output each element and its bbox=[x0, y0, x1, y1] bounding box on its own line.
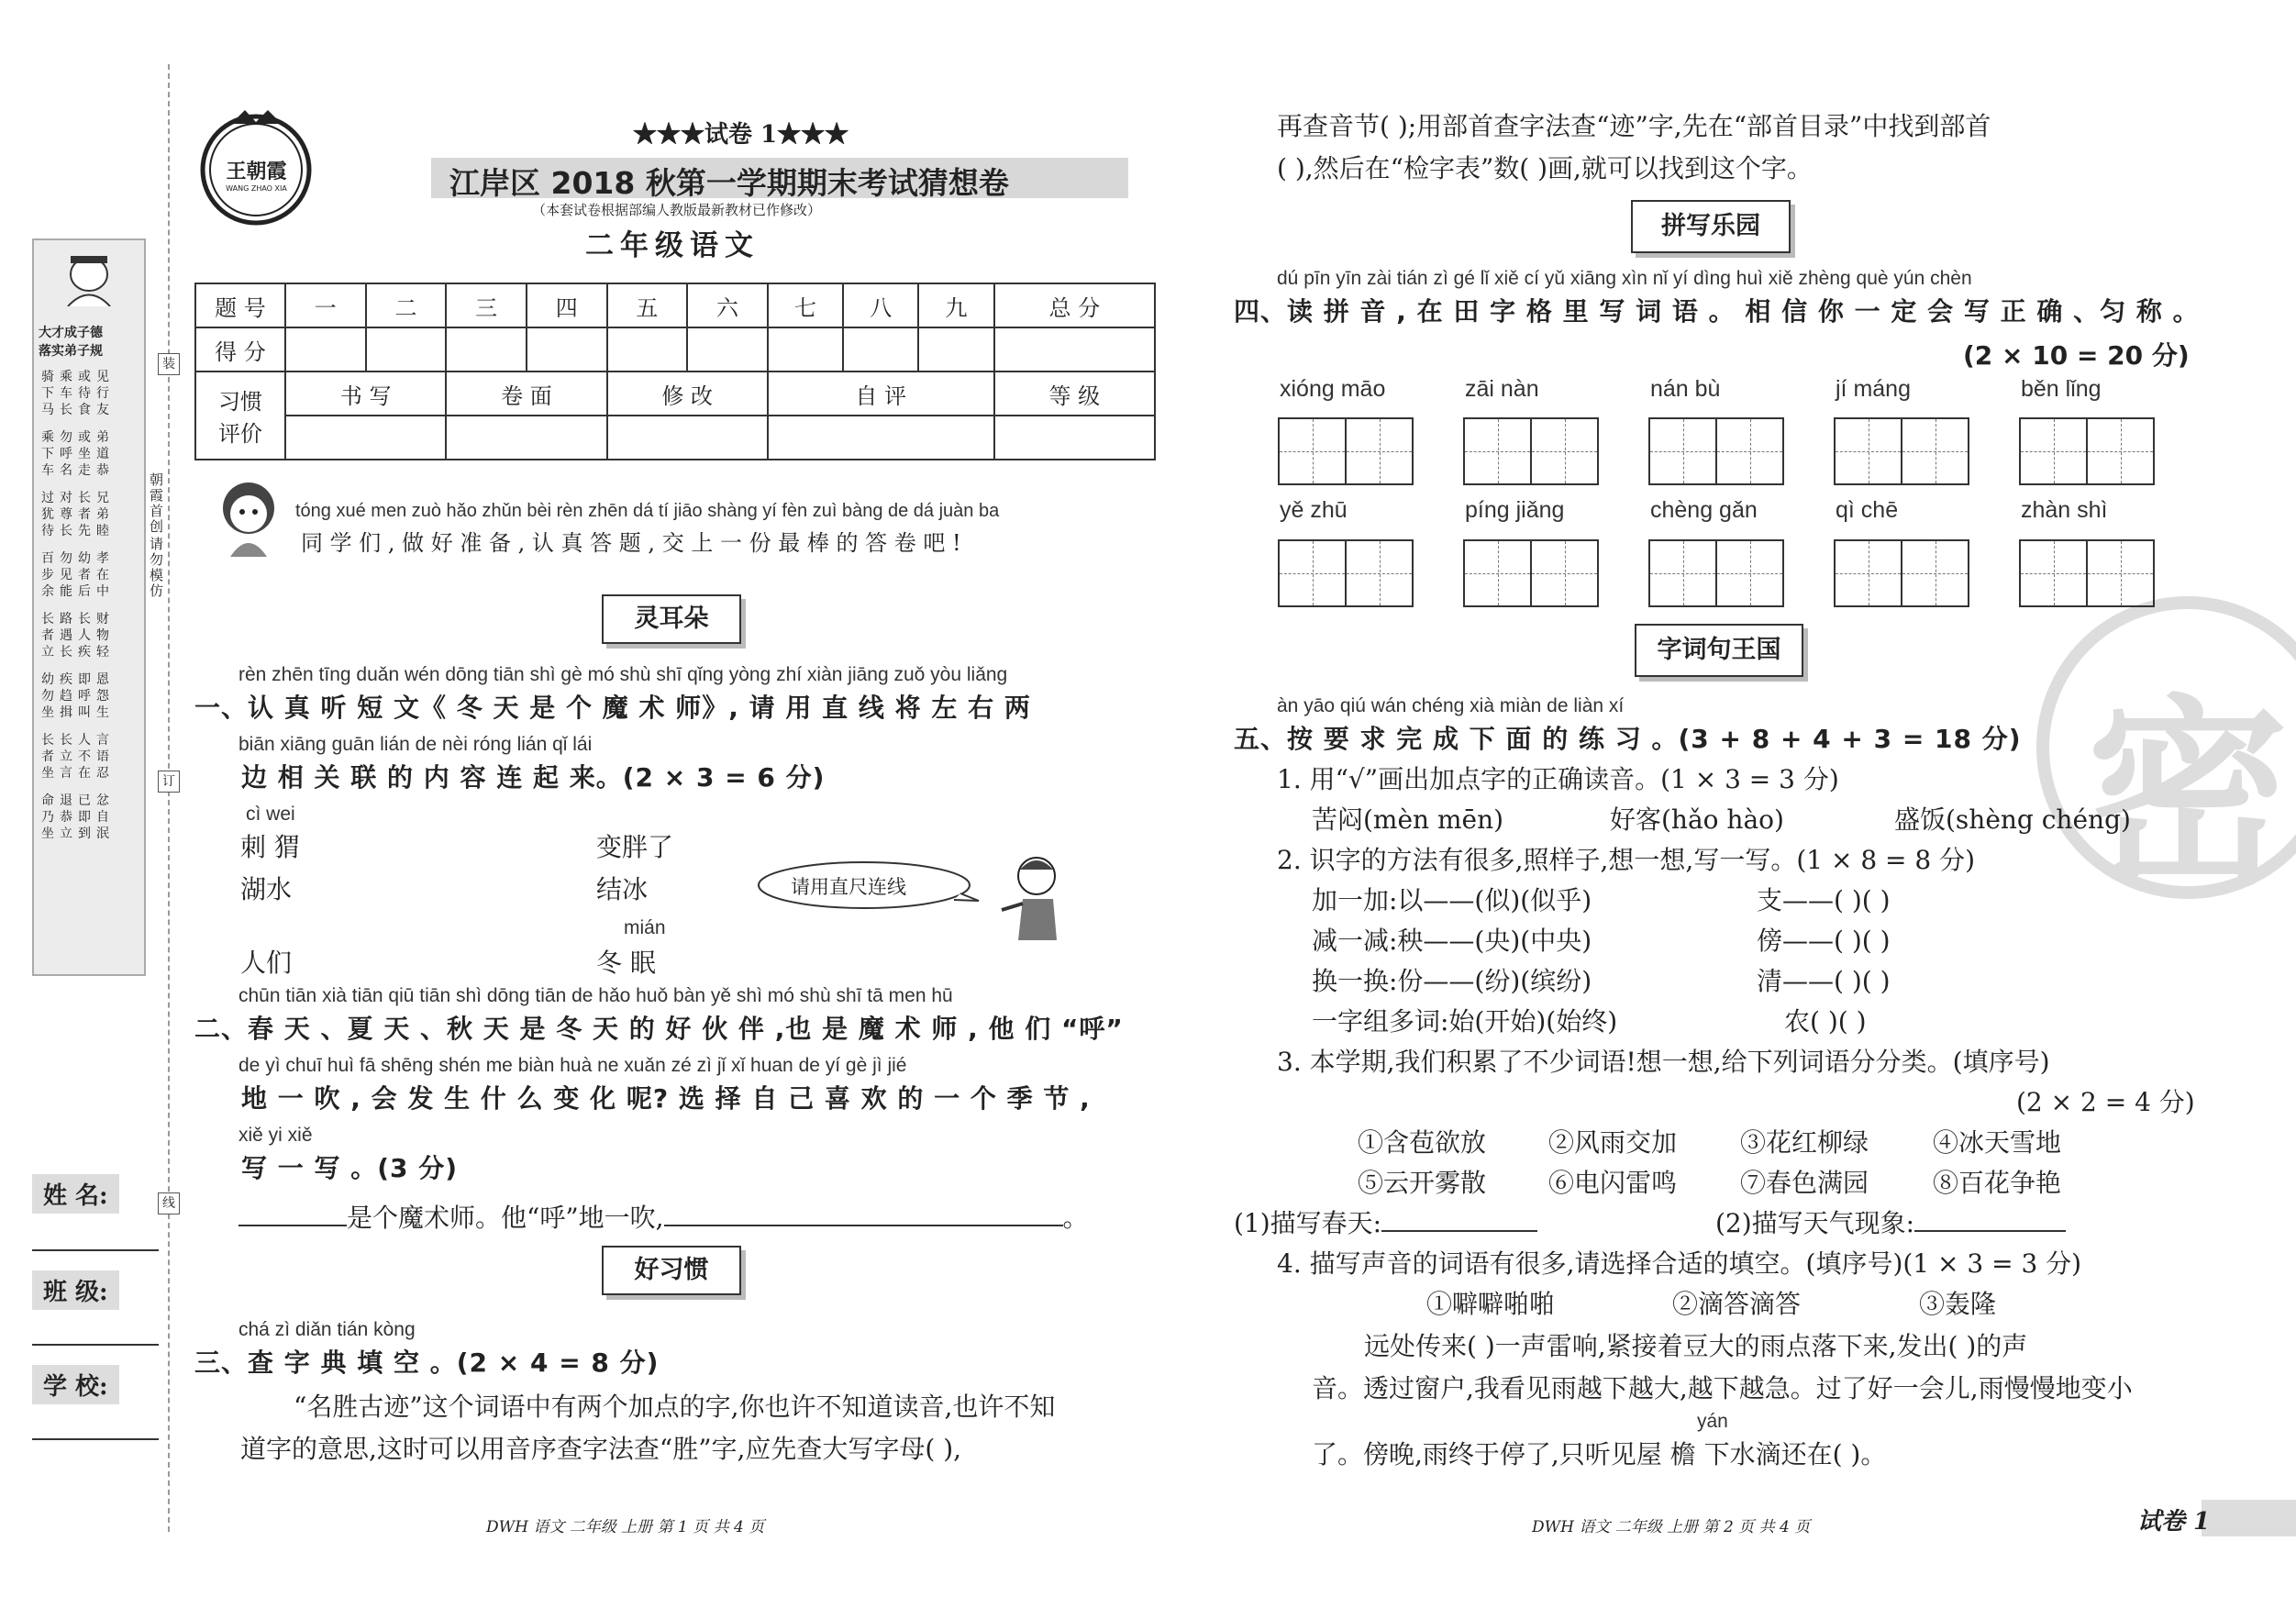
grid-cell[interactable] bbox=[1717, 419, 1782, 483]
word-option: ⑤云开雾散 bbox=[1358, 1168, 1487, 1198]
q2-title-2: 地 一 吹 , 会 发 生 什 么 变 化 呢? 选 择 自 己 喜 欢 的 一 个 季 节 , bbox=[241, 1083, 1091, 1114]
match-left-item[interactable]: 人们 bbox=[240, 948, 293, 978]
footer-band bbox=[2202, 1500, 2296, 1536]
watermark-char: 密 bbox=[2087, 678, 2290, 913]
word-option: ⑦春色满园 bbox=[1740, 1168, 1869, 1198]
verse-line: 下车待行 bbox=[41, 386, 115, 401]
q3-title: 三、查 字 典 填 空 。(2 × 4 = 8 分) bbox=[194, 1347, 660, 1378]
method-blank[interactable]: 清——( )( ) bbox=[1757, 966, 1891, 996]
name-label: 姓 名: bbox=[32, 1174, 119, 1214]
score-table bbox=[194, 283, 1156, 460]
word-pinyin: chèng gǎn bbox=[1650, 497, 1758, 523]
brand-name: 王朝霞 bbox=[226, 160, 287, 183]
passage-line: 音。透过窗户,我看见雨越下越大,越下越急。过了好一会儿,雨慢慢地变小 bbox=[1312, 1373, 2133, 1403]
verse-line: 乃恭即自 bbox=[41, 810, 115, 825]
grid-cell[interactable] bbox=[2021, 541, 2088, 605]
motto-line-1: 大才成子德 bbox=[39, 326, 103, 340]
habit-col: 书 写 bbox=[285, 372, 446, 416]
q5-title: 五、按 要 求 完 成 下 面 的 练 习 。(3 + 8 + 4 + 3 = 18 分) bbox=[1234, 724, 2022, 754]
footer-left: DWH 语文 二年级 上册 第 1 页 共 4 页 bbox=[486, 1518, 765, 1536]
habit-col: 自 评 bbox=[768, 372, 994, 416]
girl-mascot bbox=[216, 479, 281, 557]
q2-pinyin-3: xiě yi xiě bbox=[238, 1125, 313, 1146]
binding-note: 朝霞首创 bbox=[150, 471, 164, 535]
word-option: ①含苞欲放 bbox=[1358, 1127, 1487, 1158]
sound-option: ②滴答滴答 bbox=[1672, 1289, 1802, 1319]
q5-sub1: 1. 用“√”画出加点字的正确读音。(1 × 3 = 3 分) bbox=[1277, 764, 1839, 794]
brand-logo bbox=[194, 105, 318, 229]
verse-line: 者遇人物 bbox=[41, 628, 115, 643]
grid-cell[interactable] bbox=[2021, 419, 2088, 483]
section-label: 好习惯 bbox=[602, 1246, 741, 1295]
word-pinyin: zhàn shì bbox=[2021, 497, 2108, 523]
seal-mark: 线 bbox=[158, 1192, 180, 1214]
verse-line: 长路长财 bbox=[41, 612, 115, 627]
tianzige-grid[interactable] bbox=[1278, 539, 1414, 607]
grid-cell[interactable] bbox=[1347, 419, 1412, 483]
tianzige-grid[interactable] bbox=[1834, 539, 1969, 607]
score-cell[interactable] bbox=[843, 327, 918, 372]
match-left-item[interactable]: 湖水 bbox=[240, 874, 293, 904]
grid-cell[interactable] bbox=[1650, 419, 1717, 483]
q4-pinyin: dú pīn yīn zài tián zì gé lǐ xiě cí yǔ xiāng xìn nǐ yí dìng huì xiě zhèng què yún chèn bbox=[1277, 268, 1972, 289]
habit-cell[interactable] bbox=[607, 416, 768, 460]
score-cell[interactable] bbox=[527, 327, 607, 372]
word-pinyin: píng jiǎng bbox=[1465, 497, 1565, 523]
method-example: 加一加:以——(似)(似乎) bbox=[1312, 885, 1592, 915]
match-right-item[interactable]: 冬 眠 bbox=[596, 948, 656, 978]
row-label: 题 号 bbox=[195, 283, 285, 327]
score-cell[interactable] bbox=[994, 327, 1155, 372]
grid-cell[interactable] bbox=[1717, 541, 1782, 605]
grid-cell[interactable] bbox=[2088, 419, 2153, 483]
q3-text: 再查音节( );用部首查字法查“迹”字,先在“部首目录”中找到部首 bbox=[1277, 111, 1991, 141]
binding-note-2: 请勿模仿 bbox=[150, 536, 164, 599]
seal-mark: 装 bbox=[158, 353, 180, 375]
verse-line: 过对长兄 bbox=[41, 491, 115, 505]
binding-line bbox=[168, 64, 170, 1532]
method-blank[interactable]: 傍——( )( ) bbox=[1757, 926, 1891, 956]
grid-cell[interactable] bbox=[1532, 419, 1597, 483]
grid-cell[interactable] bbox=[1347, 541, 1412, 605]
score-cell[interactable] bbox=[687, 327, 768, 372]
name-field[interactable] bbox=[32, 1249, 159, 1251]
col-header: 二 bbox=[366, 283, 447, 327]
tianzige-grid[interactable] bbox=[2019, 417, 2155, 485]
q2-title-3: 写 一 写 。(3 分) bbox=[241, 1153, 459, 1183]
word-pinyin: xióng māo bbox=[1280, 376, 1386, 402]
scholar-figure bbox=[57, 251, 121, 306]
habit-col: 修 改 bbox=[607, 372, 768, 416]
verse-line: 立长疾轻 bbox=[41, 645, 115, 660]
col-header: 三 bbox=[446, 283, 527, 327]
verse-line: 幼疾即恩 bbox=[41, 672, 115, 687]
grid-cell[interactable] bbox=[1836, 419, 1902, 483]
q2-pinyin: chūn tiān xià tiān qiū tiān shì dōng tiān de hǎo huǒ bàn yě shì mó shù shī tā men hū bbox=[238, 985, 953, 1006]
grid-cell[interactable] bbox=[1465, 419, 1532, 483]
tianzige-grid[interactable] bbox=[1463, 539, 1599, 607]
q1-pinyin-2: biān xiāng guān lián de nèi róng lián qǐ lái bbox=[238, 734, 593, 755]
score-cell[interactable] bbox=[607, 327, 688, 372]
verse-line: 百勿幼孝 bbox=[41, 551, 115, 566]
class-field[interactable] bbox=[32, 1344, 159, 1346]
answer-blank[interactable] bbox=[1914, 1208, 2066, 1232]
grid-cell[interactable] bbox=[1902, 541, 1968, 605]
category-fill: (2)描写天气现象: bbox=[1715, 1203, 2066, 1240]
tianzige-grid[interactable] bbox=[1648, 539, 1784, 607]
grid-cell[interactable] bbox=[1280, 419, 1347, 483]
tianzige-grid[interactable] bbox=[1278, 417, 1414, 485]
watermark bbox=[2036, 596, 2296, 913]
reading-choice[interactable]: 盛饭(shèng chéng) bbox=[1894, 804, 2131, 835]
score-cell[interactable] bbox=[366, 327, 447, 372]
motto-line-2: 落实弟子规 bbox=[39, 344, 103, 359]
reading-choice[interactable]: 苦闷(mèn mēn) bbox=[1312, 804, 1504, 835]
passage-pinyin: yán bbox=[1697, 1411, 1728, 1432]
word-pinyin: qì chē bbox=[1836, 497, 1899, 523]
verse-line: 步见者在 bbox=[41, 568, 115, 582]
verse-line: 下呼坐道 bbox=[41, 447, 115, 461]
word-pinyin: nán bù bbox=[1650, 376, 1721, 402]
verse-line: 坐言在忍 bbox=[41, 766, 115, 781]
grid-cell[interactable] bbox=[1465, 541, 1532, 605]
q1-title: 一、认 真 听 短 文《 冬 天 是 个 魔 术 师》, 请 用 直 线 将 左 右 两 bbox=[194, 693, 1031, 723]
verse-line: 者立不语 bbox=[41, 749, 115, 764]
tianzige-grid[interactable] bbox=[1463, 417, 1599, 485]
match-left-item[interactable]: 刺 猬 bbox=[240, 832, 300, 862]
tianzige-grid[interactable] bbox=[1834, 417, 1969, 485]
bubble-text: 请用直尺连线 bbox=[791, 876, 906, 898]
answer-blank[interactable] bbox=[238, 1203, 347, 1226]
reading-choice[interactable]: 好客(hǎo hào) bbox=[1610, 804, 1784, 835]
habit-label: 习惯 评价 bbox=[195, 372, 285, 460]
school-field[interactable] bbox=[32, 1438, 159, 1440]
q1-pinyin: rèn zhēn tīng duǎn wén dōng tiān shì gè mó shù shī qǐng yòng zhí xiàn jiāng zuǒ yòu liǎng bbox=[238, 664, 1008, 685]
q5-sub3-score: (2 × 2 = 4 分) bbox=[2016, 1087, 2195, 1117]
habit-cell[interactable] bbox=[285, 416, 446, 460]
speech-bubble bbox=[754, 859, 983, 912]
intro-text: 同 学 们 , 做 好 准 备 , 认 真 答 题 , 交 上 一 份 最 棒 的 答 卷 吧 ! bbox=[301, 530, 961, 556]
q3-pinyin: chá zì diǎn tián kòng bbox=[238, 1319, 416, 1340]
q2-fill: 是个魔术师。他“呼”地一吹, 。 bbox=[238, 1198, 1089, 1235]
boy-mascot bbox=[1000, 853, 1064, 940]
class-label: 班 级: bbox=[32, 1270, 119, 1310]
word-option: ③花红柳绿 bbox=[1740, 1127, 1869, 1158]
q5-sub4: 4. 描写声音的词语有很多,请选择合适的填空。(填序号)(1 × 3 = 3 分) bbox=[1277, 1248, 2082, 1279]
seal-mark: 订 bbox=[158, 771, 180, 793]
sound-option: ③轰隆 bbox=[1919, 1289, 1997, 1319]
col-header: 四 bbox=[527, 283, 607, 327]
col-header: 八 bbox=[843, 283, 918, 327]
col-header: 七 bbox=[768, 283, 843, 327]
q3-text: ( ),然后在“检字表”数( )画,就可以找到这个字。 bbox=[1277, 153, 1813, 183]
verse-line: 命退已忿 bbox=[41, 793, 115, 808]
q1-title-2: 边 相 关 联 的 内 容 连 起 来。(2 × 3 = 6 分) bbox=[241, 762, 826, 793]
habit-cell[interactable] bbox=[768, 416, 994, 460]
grid-cell[interactable] bbox=[1532, 541, 1597, 605]
verse-line: 马长食友 bbox=[41, 403, 115, 417]
method-example: 一字组多词:始(开始)(始终) bbox=[1312, 1006, 1618, 1037]
verse-line: 乘勿或弟 bbox=[41, 430, 115, 445]
score-cell[interactable] bbox=[918, 327, 993, 372]
q2-pinyin-2: de yì chuī huì fā shēng shén me biàn huà ne xuǎn zé zì jǐ xǐ huan de yí gè jì jié bbox=[238, 1055, 907, 1076]
footer-right: DWH 语文 二年级 上册 第 2 页 共 4 页 bbox=[1532, 1518, 1811, 1536]
grid-cell[interactable] bbox=[1280, 541, 1347, 605]
brand-sub: WANG ZHAO XIA bbox=[226, 184, 287, 193]
grid-cell[interactable] bbox=[1650, 541, 1717, 605]
word-pinyin: běn lǐng bbox=[2021, 376, 2102, 402]
word-pinyin: yě zhū bbox=[1280, 497, 1348, 523]
paper-label: ★★★试卷 1★★★ bbox=[633, 121, 849, 149]
q1-pinyin-right: mián bbox=[624, 917, 666, 938]
habit-col: 等 级 bbox=[994, 372, 1155, 416]
verse-line: 坐揖叫生 bbox=[41, 705, 115, 720]
q4-score: (2 × 10 = 20 分) bbox=[1963, 340, 2190, 371]
word-option: ②风雨交加 bbox=[1548, 1127, 1678, 1158]
intro-pinyin: tóng xué men zuò hǎo zhǔn bèi rèn zhēn dá tí jiāo shàng yí fèn zuì bàng de dá juàn ba bbox=[295, 501, 1000, 521]
col-header: 总 分 bbox=[994, 283, 1155, 327]
page-subtitle: （本套试卷根据部编人教版最新教材已作修改） bbox=[532, 202, 822, 218]
answer-blank[interactable] bbox=[1381, 1208, 1537, 1232]
verse-line: 待长先睦 bbox=[41, 524, 115, 538]
q3-text: 道字的意思,这时可以用音序查字法查“胜”字,应先查大写字母( ), bbox=[240, 1434, 962, 1464]
method-blank[interactable]: 支——( )( ) bbox=[1757, 885, 1891, 915]
grid-cell[interactable] bbox=[1836, 541, 1902, 605]
word-pinyin: zāi nàn bbox=[1465, 376, 1539, 402]
passage-line: 远处传来( )一声雷响,紧接着豆大的雨点落下来,发出( )的声 bbox=[1364, 1331, 2028, 1361]
col-header: 九 bbox=[918, 283, 993, 327]
tianzige-grid[interactable] bbox=[2019, 539, 2155, 607]
q3-text: “名胜古迹”这个词语中有两个加点的字,你也许不知道读音,也许不知 bbox=[294, 1392, 1056, 1422]
method-example: 减一减:秧——(央)(中央) bbox=[1312, 926, 1592, 956]
grid-cell[interactable] bbox=[1902, 419, 1968, 483]
motto-panel bbox=[32, 238, 146, 976]
verse-line: 骑乘或见 bbox=[41, 370, 115, 384]
match-right-item[interactable]: 结冰 bbox=[596, 874, 649, 904]
footer-tag: 试卷 1 bbox=[2137, 1508, 2211, 1536]
school-label: 学 校: bbox=[32, 1365, 119, 1404]
section-label: 字词句王国 bbox=[1635, 624, 1803, 677]
q5-sub2: 2. 识字的方法有很多,照样子,想一想,写一写。(1 × 8 = 8 分) bbox=[1277, 845, 1976, 875]
grid-cell[interactable] bbox=[2088, 541, 2153, 605]
verse-line: 犹尊者弟 bbox=[41, 507, 115, 522]
category-fill: (1)描写春天: bbox=[1234, 1203, 1537, 1240]
q2-title: 二、春 天 、夏 天 、秋 天 是 冬 天 的 好 伙 伴 ,也 是 魔 术 师 , 他 们 “呼” bbox=[194, 1014, 1124, 1044]
habit-col: 卷 面 bbox=[446, 372, 606, 416]
score-cell[interactable] bbox=[446, 327, 527, 372]
q1-pinyin-left: cì wei bbox=[246, 804, 295, 825]
section-label: 拼写乐园 bbox=[1631, 200, 1791, 253]
q5-pinyin: àn yāo qiú wán chéng xià miàn de liàn xí bbox=[1277, 695, 1625, 716]
section-label: 灵耳朵 bbox=[602, 594, 741, 644]
verse-line: 勿趋呼怨 bbox=[41, 689, 115, 704]
habit-cell[interactable] bbox=[446, 416, 606, 460]
col-header: 六 bbox=[687, 283, 768, 327]
verse-line: 长长人言 bbox=[41, 733, 115, 748]
col-header: 五 bbox=[607, 283, 688, 327]
word-option: ⑧百花争艳 bbox=[1933, 1168, 2062, 1198]
match-right-item[interactable]: 变胖了 bbox=[596, 832, 674, 862]
method-example: 换一换:份——(纷)(缤纷) bbox=[1312, 966, 1592, 996]
verse-line: 坐立到泯 bbox=[41, 826, 115, 841]
passage-line: 了。傍晚,雨终于停了,只听见屋 檐 下水滴还在( )。 bbox=[1312, 1439, 1887, 1469]
word-option: ⑥电闪雷鸣 bbox=[1548, 1168, 1678, 1198]
word-option: ④冰天雪地 bbox=[1933, 1127, 2062, 1158]
word-pinyin: jí máng bbox=[1836, 376, 1911, 402]
q4-title: 四、读 拼 音 , 在 田 字 格 里 写 词 语 。 相 信 你 一 定 会 写 正 确 、匀 称 。 bbox=[1234, 296, 2200, 327]
method-blank[interactable]: 农( )( ) bbox=[1784, 1006, 1867, 1037]
q5-sub3: 3. 本学期,我们积累了不少词语!想一想,给下列词语分分类。(填序号) bbox=[1277, 1047, 2050, 1077]
score-cell[interactable] bbox=[768, 327, 843, 372]
verse-line: 余能后中 bbox=[41, 584, 115, 599]
row-label: 得 分 bbox=[195, 327, 285, 372]
habit-cell[interactable] bbox=[994, 416, 1155, 460]
sound-option: ①噼噼啪啪 bbox=[1426, 1289, 1556, 1319]
grade-title: 二年级语文 bbox=[585, 229, 760, 262]
page-title: 江岸区 2018 秋第一学期期末考试猜想卷 bbox=[449, 165, 1009, 201]
verse-list bbox=[41, 369, 138, 853]
col-header: 一 bbox=[285, 283, 366, 327]
verse-line: 车名走恭 bbox=[41, 463, 115, 478]
answer-blank[interactable] bbox=[664, 1203, 1063, 1226]
tianzige-grid[interactable] bbox=[1648, 417, 1784, 485]
score-cell[interactable] bbox=[285, 327, 366, 372]
